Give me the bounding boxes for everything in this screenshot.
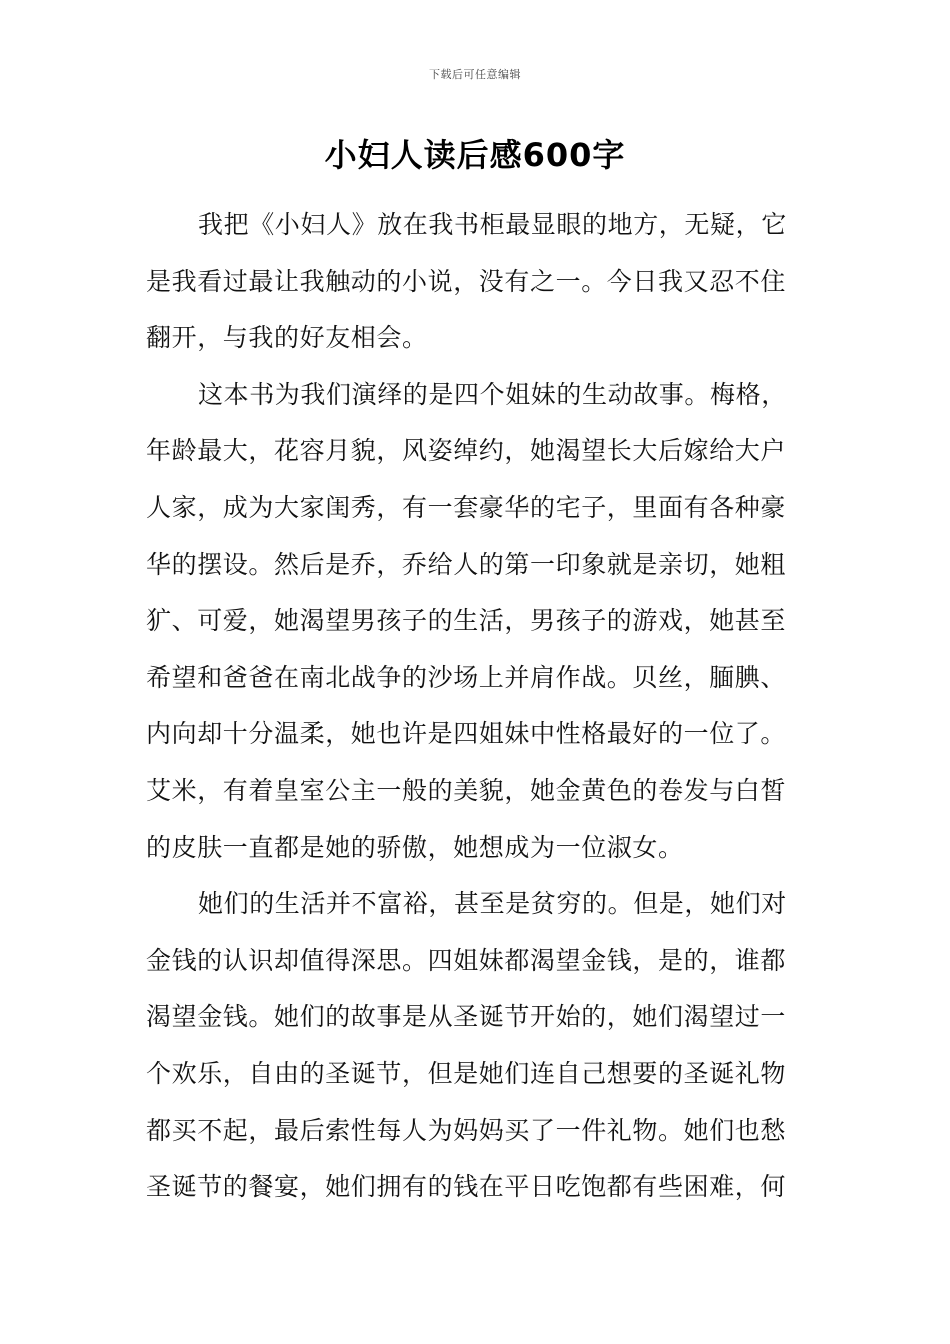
paragraph-line: 这本书为我们演绎的是四个姐妹的生动故事。梅格， xyxy=(198,379,787,409)
paragraph-line: 华的摆设。然后是乔，乔给人的第一印象就是亲切，她粗 xyxy=(146,549,787,579)
paragraph-line: 犷、可爱，她渴望男孩子的生活，男孩子的游戏，她甚至 xyxy=(146,606,787,636)
document-title: 小妇人读后感600字 xyxy=(324,136,626,174)
paragraph-line: 金钱的认识却值得深思。四姐妹都渴望金钱，是的，谁都 xyxy=(146,945,787,975)
paragraph-line: 的皮肤一直都是她的骄傲，她想成为一位淑女。 xyxy=(146,832,684,862)
paragraph-line: 我把《小妇人》放在我书柜最显眼的地方，无疑，它 xyxy=(198,210,787,239)
paragraph-line: 年龄最大，花容月貌，风姿绰约，她渴望长大后嫁给大户 xyxy=(146,436,787,466)
paragraph-line: 内向却十分温柔，她也许是四姐妹中性格最好的一位了。 xyxy=(146,719,787,749)
paragraph-line: 她们的生活并不富裕，甚至是贫穷的。但是，她们对 xyxy=(198,889,787,919)
paragraph-line: 圣诞节的餐宴，她们拥有的钱在平日吃饱都有些困难，何 xyxy=(146,1172,787,1202)
paragraph-line: 是我看过最让我触动的小说，没有之一。今日我又忍不住 xyxy=(146,266,787,296)
paragraph-line: 希望和爸爸在南北战争的沙场上并肩作战。贝丝，腼腆、 xyxy=(146,662,787,692)
paragraph-line: 渴望金钱。她们的故事是从圣诞节开始的，她们渴望过一 xyxy=(146,1002,787,1032)
paragraph-line: 人家，成为大家闺秀，有一套豪华的宅子，里面有各种豪 xyxy=(146,492,787,522)
paragraph-line: 艾米，有着皇室公主一般的美貌，她金黄色的卷发与白皙 xyxy=(146,775,787,805)
paragraph-line: 个欢乐，自由的圣诞节，但是她们连自己想要的圣诞礼物 xyxy=(146,1058,787,1088)
document-body xyxy=(146,197,806,1216)
page-header: 下载后可任意编辑 xyxy=(429,68,521,81)
paragraph-line: 翻开，与我的好友相会。 xyxy=(146,323,428,353)
paragraph-line: 都买不起，最后索性每人为妈妈买了一件礼物。她们也愁 xyxy=(146,1115,787,1145)
